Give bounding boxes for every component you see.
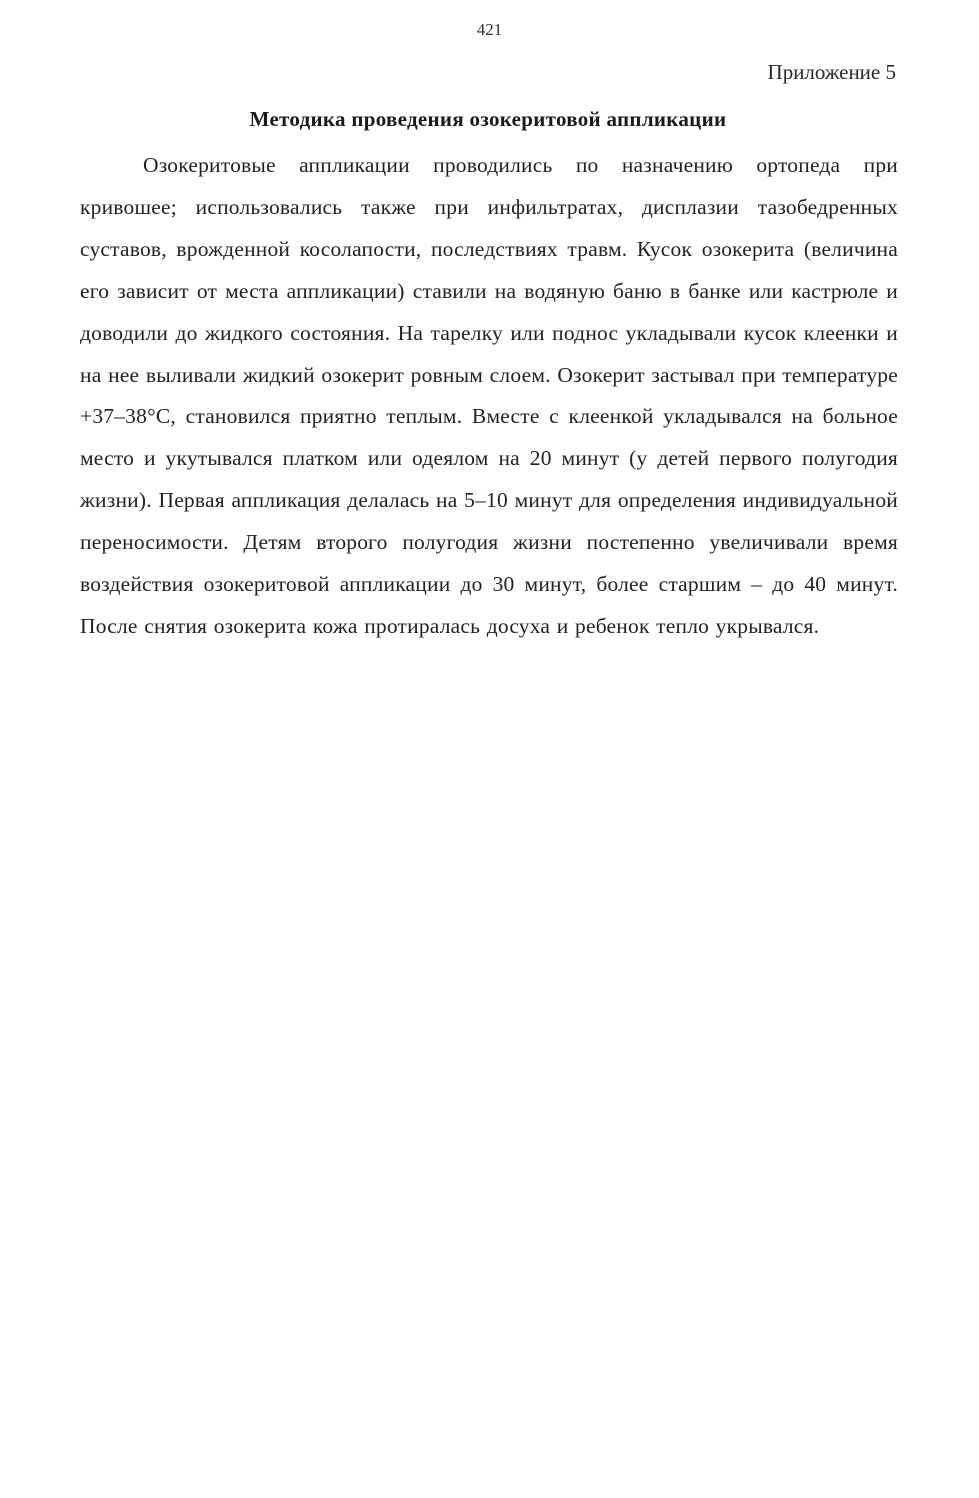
- document-title: Методика проведения озокеритовой аппликации: [249, 107, 727, 131]
- appendix-label: Приложение 5: [767, 60, 896, 84]
- body-paragraph: Озокеритовые аппликации проводились по назначению ортопеда при кривошее; использовались также при инфильтратах, дисплазии тазобедренных суставов, врожденной косолапости, последствиях травм. Кусок озокерита (величина его зависит от места аппликации) ставили на водяную баню в банке или кастрюле и доводили до жидкого состояния. На тарелку или поднос укладывали кусок клеенки и на нее выливали жидкий озокерит ровным слоем. Озокерит застывал при температуре +37–38°С, становился приятно теплым. Вместе с клеенкой укладывался на больное место и укутывался платком или одеялом на 20 минут (у детей первого полугодия жизни). Первая аппликация делалась на 5–10 минут для определения индивидуальной переносимости. Детям второго полугодия жизни постепенно увеличивали время воздействия озокеритовой аппликации до 30 минут, более старшим – до 40 минут. После снятия озокерита кожа протиралась досуха и ребенок тепло укрывался.: [80, 153, 898, 638]
- page-number: 421: [476, 20, 503, 39]
